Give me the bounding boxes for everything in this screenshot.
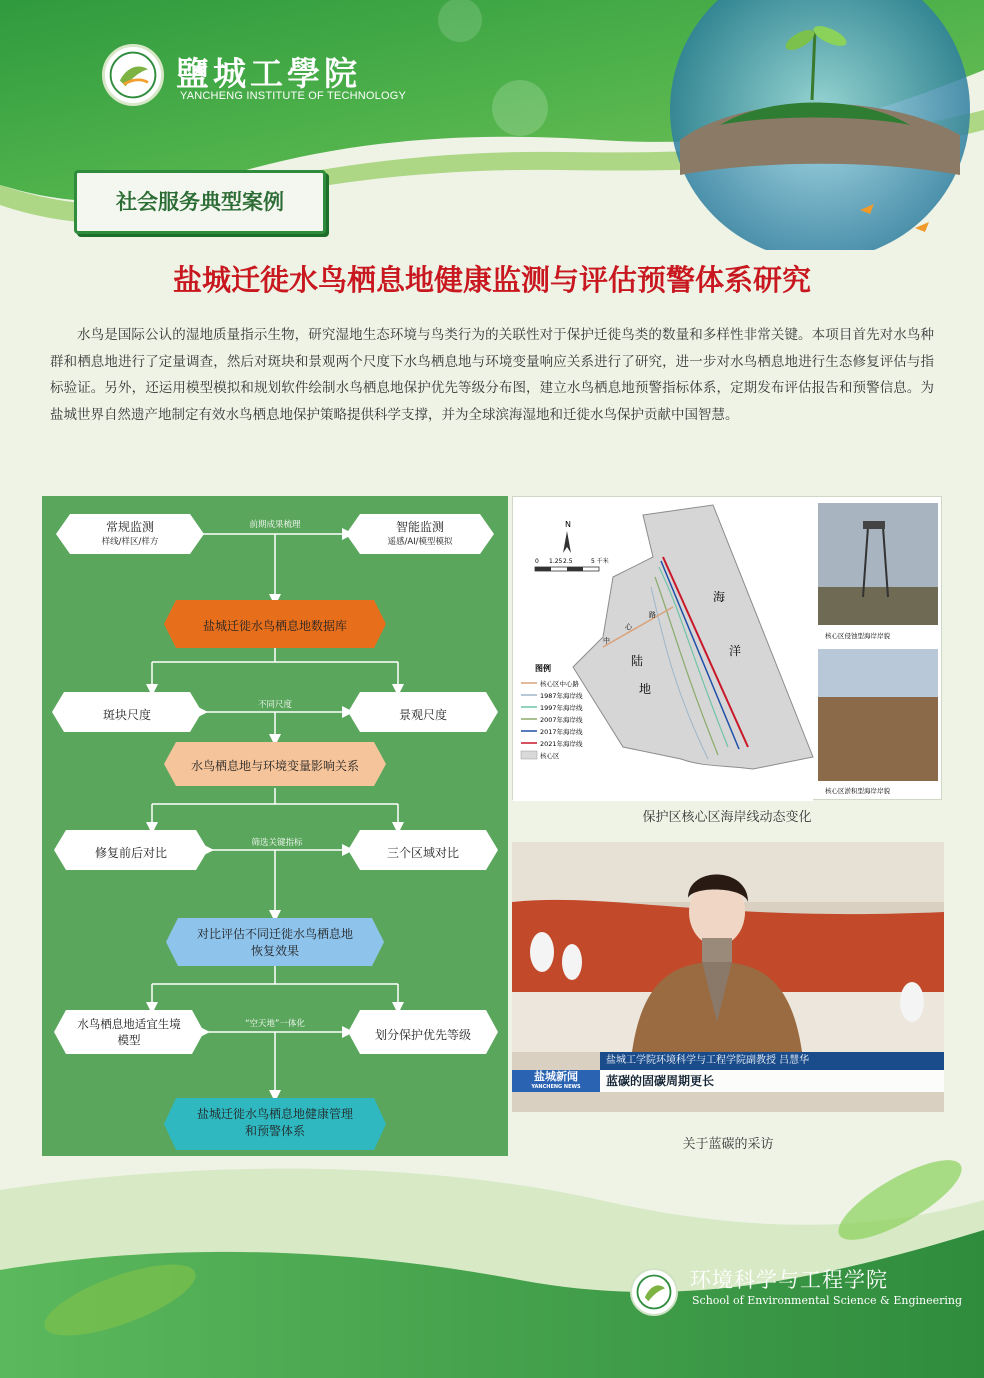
coastline-map-panel <box>512 496 942 800</box>
school-name-cn: 鹽城工學院 <box>176 54 361 93</box>
college-name-cn: 环境科学与工程学院 <box>690 1268 888 1292</box>
flowchart-connectors <box>42 496 508 1156</box>
video-caption: 关于蓝碳的采访 <box>682 1137 774 1152</box>
map-label-road1: 中 <box>603 637 610 645</box>
flow-box-before-after: 修复前后对比 <box>94 846 167 860</box>
legend-item: 1987年海岸线 <box>540 692 583 700</box>
legend-item: 核心区 <box>540 752 560 760</box>
flow-label-key-indicators: 筛选关键指标 <box>251 838 303 848</box>
flowchart-panel <box>42 496 508 1156</box>
interview-video-still <box>512 842 944 1112</box>
legend-item: 核心区中心路 <box>540 680 579 688</box>
flow-box-priority: 划分保护优先等级 <box>374 1028 471 1042</box>
map-scale-1: 1.25 <box>549 558 563 565</box>
map-scale-3: 5 千米 <box>591 558 609 565</box>
category-label: 社会服务典型案例 <box>116 190 284 214</box>
channel-logo: 盐城新闻 YANCHENG NEWS <box>512 1070 600 1092</box>
flow-box-final-system: 盐城迁徙水鸟栖息地健康管理 和预警体系 <box>196 1107 353 1138</box>
map-label-road3: 路 <box>649 611 656 619</box>
legend-item: 2007年海岸线 <box>540 716 583 724</box>
flow-box-evaluate: 对比评估不同迁徙水鸟栖息地 恢复效果 <box>196 927 353 958</box>
flow-box-database: 盐城迁徙水鸟栖息地数据库 <box>202 619 347 633</box>
legend-item: 2017年海岸线 <box>540 728 583 736</box>
map-scale-2: 2.5 <box>563 558 573 565</box>
school-logo <box>102 44 164 106</box>
photo2-caption: 核心区淤积型海岸岸貌 <box>825 787 890 795</box>
flow-box-habitat-model: 水鸟栖息地适宜生境 模型 <box>77 1017 181 1047</box>
interviewee-name: 盐城工学院环境科学与工程学院副教授 吕慧华 <box>600 1052 944 1070</box>
news-headline: 蓝碳的固碳周期更长 <box>600 1070 944 1092</box>
photo-accretion-coast <box>818 649 938 781</box>
map-scale-0: 0 <box>535 558 539 565</box>
category-badge <box>74 170 326 234</box>
flow-box-routine-monitoring: 常规监测 样线/样区/样方 <box>101 520 159 547</box>
flow-box-smart-monitoring: 智能监测 遥感/AI/模型模拟 <box>387 520 453 547</box>
flow-box-three-regions: 三个区域对比 <box>386 846 459 860</box>
flow-label-scales: 不同尺度 <box>257 700 292 710</box>
coastline-map <box>513 497 943 801</box>
flow-label-prior-results: 前期成果梳理 <box>249 520 301 530</box>
map-label-sea1: 海 <box>713 590 726 604</box>
map-label-road2: 心 <box>625 623 632 631</box>
map-label-sea2: 洋 <box>729 644 742 658</box>
map-legend-title: 图例 <box>535 664 551 673</box>
map-label-land1: 陆 <box>631 654 644 668</box>
flow-box-landscape-scale: 景观尺度 <box>398 708 447 722</box>
flow-box-patch-scale: 斑块尺度 <box>102 708 151 722</box>
school-name-en: YANCHENG INSTITUTE OF TECHNOLOGY <box>180 90 407 102</box>
page-title: 盐城迁徙水鸟栖息地健康监测与评估预警体系研究 <box>172 263 811 297</box>
flow-label-integration: “空天地”一体化 <box>245 1019 305 1029</box>
photo1-caption: 核心区侵蚀型海岸岸貌 <box>825 632 890 640</box>
news-lower-third <box>512 1052 944 1092</box>
map-label-land2: 地 <box>639 682 652 696</box>
legend-item: 1997年海岸线 <box>540 704 583 712</box>
college-logo <box>630 1268 678 1316</box>
college-name-en: School of Environmental Science & Engineering <box>692 1294 963 1307</box>
map-caption: 保护区核心区海岸线动态变化 <box>642 810 812 825</box>
flow-box-relation: 水鸟栖息地与环境变量影响关系 <box>190 759 359 773</box>
intro-paragraph: 水鸟是国际公认的湿地质量指示生物，研究湿地生态环境与鸟类行为的关联性对于保护迁徙鸟类的数量和多样性非常关键。本项目首先对水鸟种群和栖息地进行了定量调查，然后对斑块和景观两个尺度下水鸟栖息地与环境变量响应关系进行了研究，进一步对水鸟栖息地进行生态修复评估与指标验证。另外，还运用模型模拟和规划软件绘制水鸟栖息地保护优先等级分布图，建立水鸟栖息地预警指标体系，定期发布评估报告和预警信息。为盐城世界自然遗产地制定有效水鸟栖息地保护策略提供科学支撑，并为全球滨海湿地和迁徙水鸟保护贡献中国智慧。 <box>50 327 934 423</box>
photo-erosion-coast <box>818 503 938 625</box>
legend-item: 2021年海岸线 <box>540 740 583 748</box>
map-north: N <box>565 520 571 529</box>
